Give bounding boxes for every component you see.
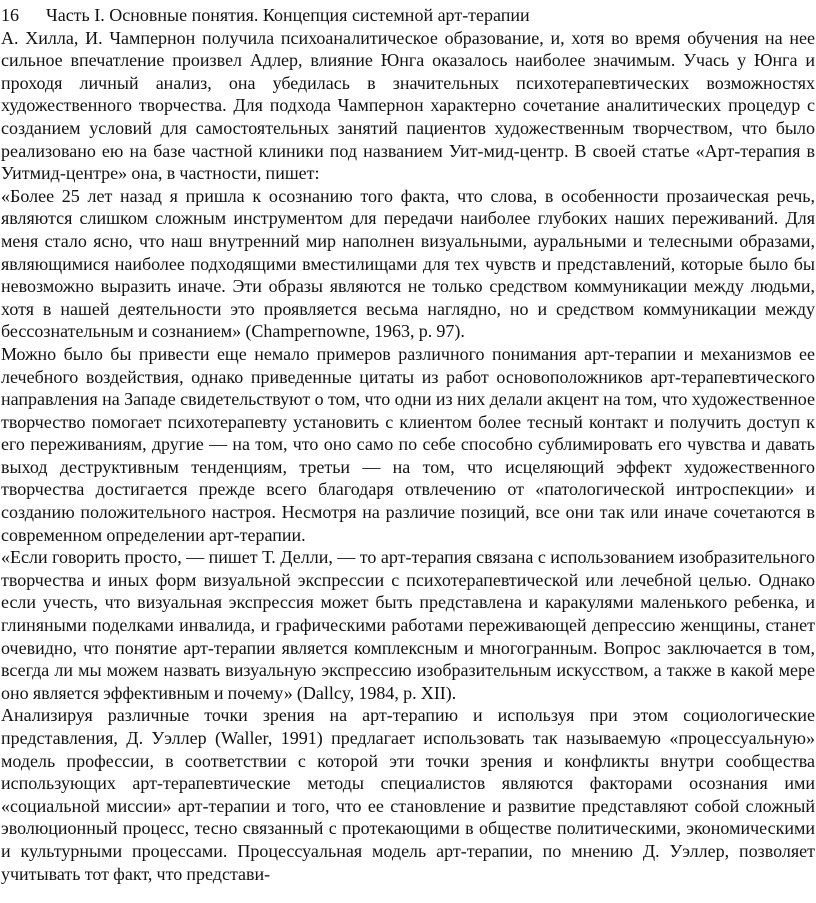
paragraph-understanding-art-therapy: Можно было бы привести еще немало примеров различного понимания арт-терапии и механизмов ее лечебного воздействия, однако приведенные цитаты из работ основоположников арт-терапевтического направления на Западе свидетельствуют о том, что одни из них делали акцент на том, что художественное творчество помогает психотерапевту установить с клиентом более тесный контакт и получить доступ к его переживаниям, другие — на том, что оно само по себе способно сублимировать его чувства и давать выход деструктивным тенденциям, третьи — на том, что исцеляющий эффект художественного творчества достигается прежде всего благодаря отвлечению от «патологической интроспекции» и созданию положительного настроя. Несмотря на различие позиций, все они так или иначе сочетаются в современном определении арт-терапии. xyxy=(1,343,815,545)
paragraph-champernowne-intro: А. Хилла, И. Чампернон получила психоаналитическое образование, и, хотя во время обучения на нее сильное впечатление произвел Адлер, влияние Юнга оказалось наиболее значимым. Учась у Юнга и проходя личный анализ, она убедилась в значительных психотерапевтических возможностях художественного творчества. Для подхода Чампернон характерно сочетание аналитических процедур с созданием условий для самостоятельных занятий пациентов художественным творчеством, что было реализовано ею на базе частной клиники под названием Уит-мид-центр. В своей статье «Арт-терапия в Уитмид-центре» она, в частности, пишет: xyxy=(1,27,815,184)
paragraph-champernowne-quote: «Более 25 лет назад я пришла к осознанию того факта, что слова, в особенности прозаическая речь, являются слишком сложным инструментом для передачи наиболее глубоких наших переживаний. Для меня стало ясно, что наш внутренний мир наполнен визуальными, ауральными и телесными образами, являющимися наиболее подходящими вместилищами для тех чувств и представлений, которые было бы невозможно выразить иначе. Эти образы являются не только средством коммуникации между людьми, хотя в нашей деятельности это проявляется весьма наглядно, но и средством коммуникации между бессознательным и сознанием» (Champernowne, 1963, p. 97). xyxy=(1,185,815,342)
paragraph-dalley-quote: «Если говорить просто, — пишет Т. Делли, — то арт-терапия связана с использованием изобразительного творчества и иных форм визуальной экспрессии с психотерапевтической или лечебной целью. Однако если учесть, что визуальная экспрессия может быть представлена и каракулями маленького ребенка, и глиняными поделками инвалида, и графическими работами переживающей депрессию женщины, станет очевидно, что понятие арт-терапии является комплексным и многогранным. Вопрос заключается в том, всегда ли мы можем назвать визуальную экспрессию изобразительным искусством, а также в какой мере оно является эффективным и почему» (Dallcy, 1984, p. XII). xyxy=(1,547,815,703)
paragraph-waller-model: Анализируя различные точки зрения на арт-терапию и используя при этом социологические представления, Д. Уэллер (Waller, 1991) предлагает использовать так называемую «процессуальную» модель профессии, в соответствии с которой эти точки зрения и конфликты внутри сообщества использующих арт-терапевтические методы специалистов являются факторами осознания ими «социальной миссии» арт-терапии и того, что ее становление и развитие представляют собой сложный эволюционный процесс, тесно связанный с протекающими в обществе политическими, экономическими и культурными процессами. Процессуальная модель арт-терапии, по мнению Д. Уэллер, позволяет учитывать тот факт, что представи- xyxy=(1,705,815,884)
running-title: Часть I. Основные понятия. Концепция системной арт-терапии xyxy=(46,5,530,25)
page-number: 16 xyxy=(1,5,19,25)
page-header xyxy=(1,4,815,27)
